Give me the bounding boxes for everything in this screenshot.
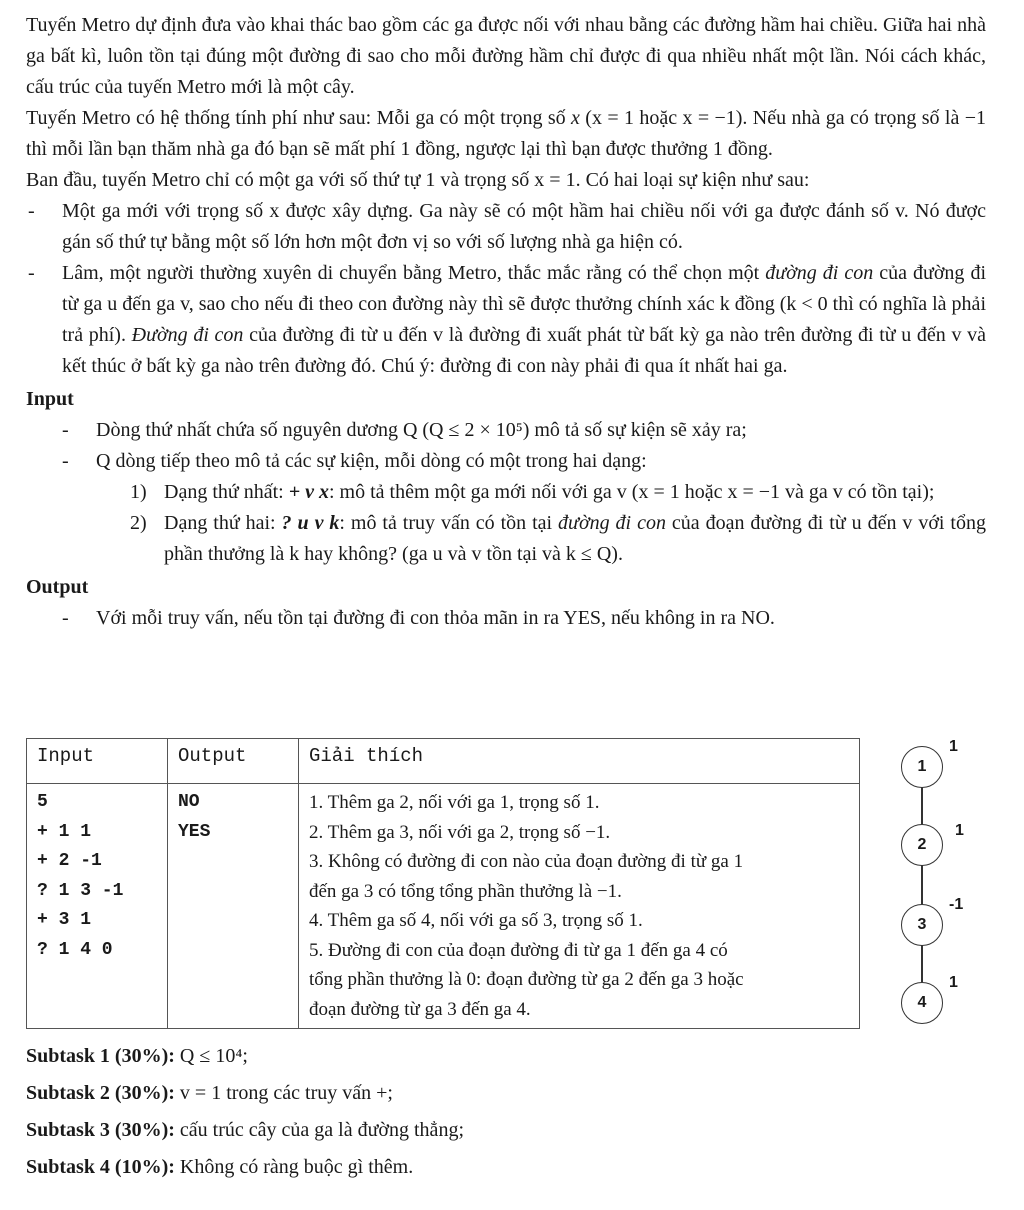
subtask-label: Subtask 3 (30%):	[26, 1119, 175, 1141]
bullet-text: Q dòng tiếp theo mô tả các sự kiện, mỗi dòng có một trong hai dạng:	[96, 450, 647, 472]
text: Tuyến Metro có hệ thống tính phí như sau: Mỗi ga có một trọng số	[26, 107, 572, 129]
subtasks-list	[26, 1038, 464, 1186]
tree-diagram	[895, 738, 995, 1028]
subtask-text: v = 1 trong các truy vấn +;	[174, 1082, 393, 1104]
tree-node-4: 4	[901, 982, 943, 1024]
example-section	[26, 738, 1024, 1029]
node-weight: 1	[949, 974, 958, 991]
input-format-2	[130, 508, 986, 570]
subtask-text: cấu trúc cây của ga là đường thẳng;	[174, 1119, 464, 1141]
header-explanation: Giải thích	[299, 739, 860, 784]
sample-output-cell	[168, 784, 299, 1029]
subtask-1	[26, 1038, 464, 1075]
subtask-label: Subtask 1 (30%):	[26, 1045, 175, 1067]
subtask-4	[26, 1149, 464, 1186]
bullet-text: Một ga mới với trọng số x được xây dựng. Ga này sẽ có một hầm hai chiều nối với ga được đánh số v. Nó được gán số thứ tự bằng một số lớn hơn một đơn vị so với số lượng nhà ga hiện có.	[62, 200, 986, 253]
header-input: Input	[27, 739, 168, 784]
input-line-2	[62, 446, 986, 477]
bullet-dash: -	[62, 607, 69, 629]
term-subpath: đường đi con	[558, 512, 666, 534]
output-heading: Output	[26, 576, 89, 598]
subtask-label: Subtask 2 (30%):	[26, 1082, 175, 1104]
text: của đoạn đường đi từ u đến v với tổng phần thưởng là k hay không? (ga u và v tồn tại và k ≤ Q).	[164, 512, 986, 565]
input-line: 5	[37, 792, 48, 812]
node-weight: 1	[955, 822, 964, 839]
intro-paragraph-1: Tuyến Metro dự định đưa vào khai thác bao gồm các ga được nối với nhau bằng các đường hầm hai chiều. Giữa hai nhà ga bất kì, luôn tồn tại đúng một đường đi sao cho mỗi đường hầm chỉ được đi qua nhiều nhất một lần. Nói cách khác, cấu trúc của tuyến Metro mới là một cây.	[26, 14, 986, 98]
term-subpath: Đường đi con	[131, 324, 244, 346]
bullet-dash: -	[62, 419, 69, 441]
explanation-line: 1. Thêm ga 2, nối với ga 1, trọng số 1.	[309, 792, 600, 813]
list-number: 1)	[130, 481, 147, 503]
text: Dạng thứ hai:	[164, 512, 282, 534]
event-bullet-2	[26, 258, 986, 382]
text: (x = 1 hoặc x = −1). Nếu nhà ga có trọng số là −1 thì mỗi lần bạn thăm nhà ga đó bạn sẽ mất phí 1 đồng, ngược lại thì bạn được thưởng 1 đồng.	[26, 107, 987, 160]
text: Dạng thứ nhất:	[164, 481, 289, 503]
bullet-text: Dòng thứ nhất chứa số nguyên dương Q (Q ≤ 2 × 10⁵) mô tả số sự kiện sẽ xảy ra;	[96, 419, 747, 441]
tree-node-3: 3	[901, 904, 943, 946]
list-number: 2)	[130, 512, 147, 534]
node-weight: -1	[949, 896, 964, 913]
input-line-1	[62, 415, 986, 446]
format-code: ? u v k	[281, 512, 340, 534]
output-line: YES	[178, 821, 211, 842]
table-row	[27, 784, 860, 1029]
bullet-text	[62, 258, 986, 382]
input-line: + 1 1	[37, 821, 92, 842]
tree-node-2: 2	[901, 824, 943, 866]
explanation-line: tổng phần thưởng là 0: đoạn đường từ ga 2 đến ga 3 hoặc	[309, 969, 744, 990]
explanation-line: 2. Thêm ga 3, nối với ga 2, trọng số −1.	[309, 821, 611, 843]
text: : mô tả thêm một ga mới nối với ga v (x = 1 hoặc x = −1 và ga v có tồn tại);	[329, 481, 935, 503]
text: của đường đi từ ga u đến ga v, sao cho nếu đi theo con đường này thì sẽ được thưởng chính xác k đồng (k < 0 thì có nghĩa là phải trả phí).	[62, 262, 986, 346]
subtask-3	[26, 1112, 464, 1149]
node-weight: 1	[949, 738, 958, 755]
intro-paragraph-3: Ban đầu, tuyến Metro chỉ có một ga với số thứ tự 1 và trọng số x = 1. Có hai loại sự kiện như sau:	[26, 169, 810, 191]
input-line: + 2 -1	[37, 851, 102, 871]
example-table	[26, 738, 860, 1029]
explanation-line: 4. Thêm ga số 4, nối với ga số 3, trọng số 1.	[309, 910, 643, 931]
subtask-label: Subtask 4 (10%):	[26, 1156, 175, 1178]
bullet-dash: -	[28, 200, 35, 222]
subtask-2	[26, 1075, 464, 1112]
list-text	[164, 477, 986, 508]
explanation-cell	[299, 784, 860, 1029]
input-line: + 3 1	[37, 910, 92, 930]
explanation-line: đoạn đường từ ga 3 đến ga 4.	[309, 998, 531, 1020]
explanation-line: đến ga 3 có tổng tổng phần thưởng là −1.	[309, 880, 622, 902]
bullet-dash: -	[62, 450, 69, 472]
tree-edge	[921, 784, 923, 824]
table-header-row	[27, 739, 860, 784]
bullet-dash: -	[28, 262, 35, 284]
problem-statement	[26, 10, 986, 634]
input-heading: Input	[26, 388, 74, 410]
list-text	[164, 508, 986, 570]
event-bullet-1	[26, 196, 986, 258]
format-code: + v x	[288, 481, 329, 503]
var-x: x	[571, 107, 580, 129]
explanation-line: 3. Không có đường đi con nào của đoạn đường đi từ ga 1	[309, 851, 744, 872]
subtask-text: Q ≤ 10⁴;	[174, 1045, 248, 1067]
tree-edge	[921, 942, 923, 982]
intro-paragraph-2	[26, 103, 986, 165]
tree-edge	[921, 864, 923, 904]
text: Lâm, một người thường xuyên di chuyển bằng Metro, thắc mắc rằng có thể chọn một	[62, 262, 766, 284]
explanation-line: 5. Đường đi con của đoạn đường đi từ ga 1 đến ga 4 có	[309, 939, 728, 961]
sample-input-cell	[27, 784, 168, 1029]
bullet-text: Với mỗi truy vấn, nếu tồn tại đường đi con thỏa mãn in ra YES, nếu không in ra NO.	[96, 607, 775, 629]
text: của đường đi từ u đến v là đường đi xuất phát từ bất kỳ ga nào trên đường đi từ u đến v và kết thúc ở bất kỳ ga nào trên đường đó. Chú ý: đường đi con này phải đi qua ít nhất hai ga.	[62, 324, 986, 377]
input-line: ? 1 4 0	[37, 939, 113, 960]
output-line: NO	[178, 792, 200, 812]
input-line: ? 1 3 -1	[37, 880, 124, 901]
subtask-text: Không có ràng buộc gì thêm.	[174, 1156, 414, 1178]
tree-node-1: 1	[901, 746, 943, 788]
text: : mô tả truy vấn có tồn tại	[339, 512, 559, 534]
header-output: Output	[168, 739, 299, 784]
output-line-1	[62, 603, 986, 634]
term-subpath: đường đi con	[765, 262, 874, 284]
input-format-1	[130, 477, 986, 508]
